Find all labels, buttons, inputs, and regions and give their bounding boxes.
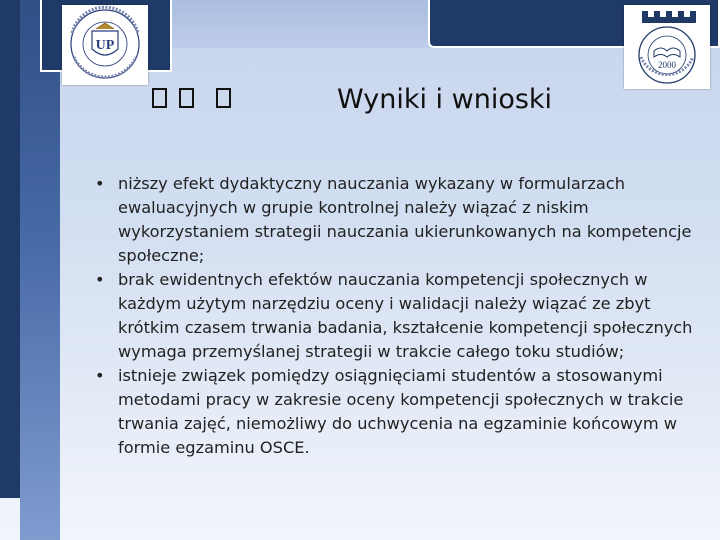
- bullet-list: [95, 172, 695, 460]
- seal-monogram: UP: [95, 38, 115, 53]
- placeholder-glyph: [216, 88, 231, 108]
- placeholder-glyph: [152, 88, 167, 108]
- bullet-text: istnieje związek pomiędzy osiągnięciami studentów a stosowanymi metodami pracy w zakresie oceny kompetencji społecznych w trakcie trwania zajęć, niemożliwy do uchwycenia na egzaminie końcowym w formie egzaminu OSCE.: [118, 366, 684, 457]
- placeholder-glyph: [179, 88, 194, 108]
- bullet-text: niższy efekt dydaktyczny nauczania wykazany w formularzach ewaluacyjnych w grupie kontrolnej należy wiązać z niskim wykorzystaniem strategii nauczania ukierunkowanych na kompetencje społeczne;: [118, 174, 692, 265]
- castle-book-emblem-icon: [624, 5, 710, 89]
- slide-title: Wyniki i wnioski: [337, 84, 553, 115]
- bullet-item: [95, 364, 695, 460]
- left-band: [20, 0, 60, 540]
- bullet-item: [95, 172, 695, 268]
- university-seal-icon: [62, 5, 148, 85]
- emblem-year: 2000: [658, 60, 676, 70]
- bullet-text: brak ewidentnych efektów nauczania kompetencji społecznych w każdym użytym narzędziu oceny i walidacji należy wiązać ze zbyt krótkim czasem trwania badania, kształcenie kompetencji społecznych wymaga przemyślanej strategii w trakcie całego toku studiów;: [118, 270, 693, 361]
- placeholder-glyph-row: [152, 88, 231, 108]
- bullet-dot: •: [95, 270, 105, 289]
- left-rail: [0, 0, 22, 498]
- bullet-item: [95, 268, 695, 364]
- bullet-dot: •: [95, 174, 105, 193]
- bullet-dot: •: [95, 366, 105, 385]
